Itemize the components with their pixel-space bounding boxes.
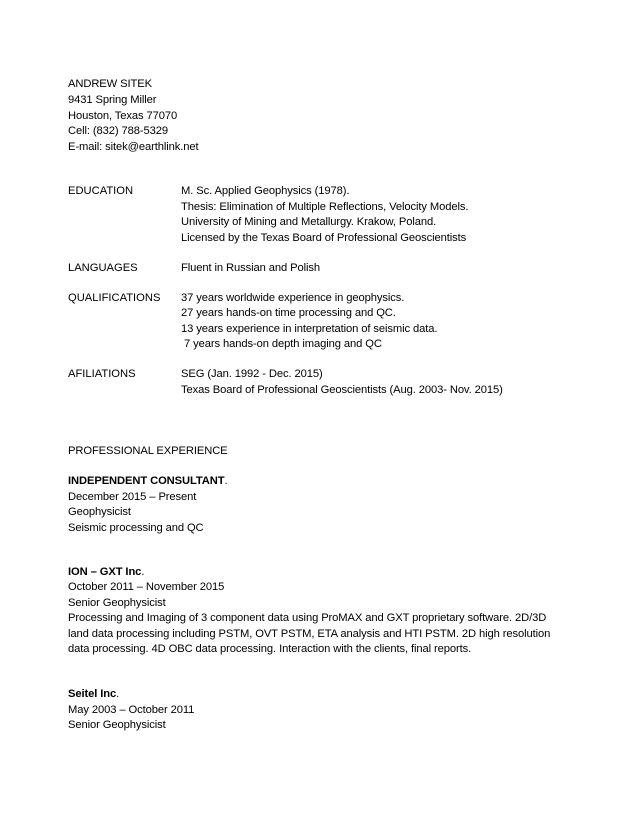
languages-line: Fluent in Russian and Polish bbox=[181, 262, 320, 274]
job-detail: land data processing including PSTM, OVT PSTM, ETA analysis and HTI PSTM. 2D high resolution bbox=[68, 628, 551, 640]
education-line: University of Mining and Metallurgy. Krakow, Poland. bbox=[181, 216, 437, 228]
qualification-line: 7 years hands-on depth imaging and QC bbox=[181, 338, 382, 350]
languages-label: LANGUAGES bbox=[68, 262, 138, 274]
experience-heading: PROFESSIONAL EXPERIENCE bbox=[68, 445, 228, 457]
company-name: INDEPENDENT CONSULTANT bbox=[68, 475, 225, 487]
qualification-line: 13 years experience in interpretation of seismic data. bbox=[181, 323, 438, 335]
job-company bbox=[68, 565, 144, 579]
qualification-line: 27 years hands-on time processing and QC. bbox=[181, 307, 396, 319]
job-title: Senior Geophysicist bbox=[68, 719, 166, 731]
company-name: ION – GXT Inc bbox=[68, 566, 142, 578]
job-title: Senior Geophysicist bbox=[68, 597, 166, 609]
city-address: Houston, Texas 77070 bbox=[68, 110, 178, 122]
job-detail: data processing. 4D OBC data processing. Interaction with the clients, final reports. bbox=[68, 643, 472, 655]
street-address: 9431 Spring Miller bbox=[68, 94, 157, 106]
job-company bbox=[68, 687, 119, 701]
company-suffix: . bbox=[116, 688, 120, 700]
job-dates: May 2003 – October 2011 bbox=[68, 704, 195, 716]
job-dates: October 2011 – November 2015 bbox=[68, 581, 225, 593]
company-suffix: . bbox=[141, 566, 145, 578]
candidate-name: ANDREW SITEK bbox=[68, 78, 152, 90]
education-line: M. Sc. Applied Geophysics (1978). bbox=[181, 185, 350, 197]
company-name: Seitel Inc bbox=[68, 688, 117, 700]
affiliation-line: SEG (Jan. 1992 - Dec. 2015) bbox=[181, 368, 323, 380]
affiliations-label: AFILIATIONS bbox=[68, 368, 136, 380]
job-dates: December 2015 – Present bbox=[68, 491, 197, 503]
email-address: E-mail: sitek@earthlink.net bbox=[68, 141, 199, 153]
company-suffix: . bbox=[224, 475, 228, 487]
education-line: Thesis: Elimination of Multiple Reflections, Velocity Models. bbox=[181, 201, 469, 213]
cell-phone: Cell: (832) 788-5329 bbox=[68, 125, 168, 137]
affiliation-line: Texas Board of Professional Geoscientists (Aug. 2003- Nov. 2015) bbox=[181, 384, 503, 396]
qualifications-label: QUALIFICATIONS bbox=[68, 292, 161, 304]
job-title: Geophysicist bbox=[68, 506, 131, 518]
job-company bbox=[68, 474, 228, 488]
qualification-line: 37 years worldwide experience in geophysics. bbox=[181, 292, 405, 304]
job-detail: Seismic processing and QC bbox=[68, 522, 204, 534]
education-line: Licensed by the Texas Board of Professional Geoscientists bbox=[181, 232, 467, 244]
education-label: EDUCATION bbox=[68, 185, 134, 197]
job-detail: Processing and Imaging of 3 component data using ProMAX and GXT proprietary software. 2D/3D bbox=[68, 612, 547, 624]
